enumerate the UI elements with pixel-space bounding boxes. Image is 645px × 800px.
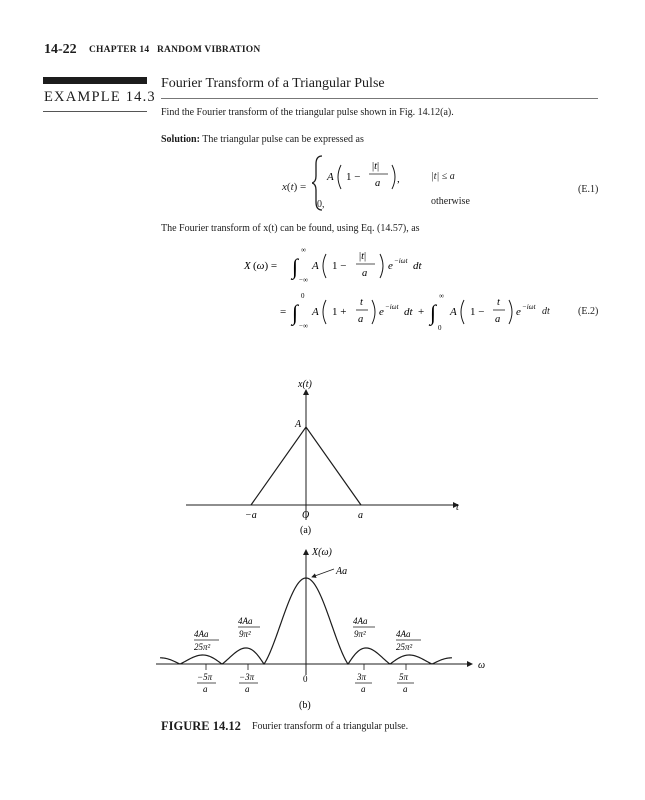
svg-text:dt: dt <box>404 306 413 318</box>
svg-text:e: e <box>388 260 393 272</box>
svg-text:1 +: 1 + <box>332 306 347 318</box>
svg-text:1 −: 1 − <box>346 171 361 183</box>
svg-text:−iωt: −iωt <box>385 303 399 311</box>
eq2-line1 <box>240 240 440 286</box>
fig-b-lobe-label-m3 <box>238 616 260 639</box>
figure-a <box>180 370 470 560</box>
svg-text:|t|: |t| <box>372 161 380 172</box>
fig-a-xlabel: t <box>456 502 459 513</box>
fig-b-lobe-label-p3 <box>353 616 375 639</box>
fig-a-tick-neg: −a <box>245 510 257 521</box>
svg-text:−∞: −∞ <box>299 276 308 284</box>
svg-text:A: A <box>450 306 457 318</box>
svg-text:a: a <box>361 684 366 694</box>
fig-b-tick-m3 <box>239 664 258 694</box>
fourier-intro: The Fourier transform of x(t) can be found, using Eq. (14.57), as <box>161 223 420 234</box>
fig-b-ylabel: X(ω) <box>312 547 332 558</box>
svg-text:a: a <box>358 314 364 325</box>
svg-text:25π²: 25π² <box>194 642 211 652</box>
svg-text:dt: dt <box>413 260 422 272</box>
svg-text:−iωt: −iωt <box>394 257 408 265</box>
svg-text:1 −: 1 − <box>470 306 485 318</box>
eq1-condition-2: otherwise <box>431 196 470 207</box>
fig-b-tick-p5 <box>397 664 414 694</box>
example-label: EXAMPLE 14.3 <box>44 89 156 105</box>
svg-text:−3π: −3π <box>239 672 255 682</box>
svg-text:e: e <box>379 306 384 318</box>
svg-text:∫: ∫ <box>292 300 299 325</box>
svg-text:A: A <box>312 260 319 272</box>
example-underline <box>43 111 147 112</box>
svg-text:a: a <box>495 314 501 325</box>
example-bar <box>43 77 147 84</box>
svg-text:4Aa: 4Aa <box>353 616 368 626</box>
eq1-zero: 0, <box>317 199 325 210</box>
svg-text:−∞: −∞ <box>299 322 308 330</box>
eq1-lhs: x(t) = <box>282 181 307 193</box>
example-title: Fourier Transform of a Triangular Pulse <box>161 76 385 91</box>
svg-text:e: e <box>516 306 521 318</box>
problem-statement: Find the Fourier transform of the triangular pulse shown in Fig. 14.12(a). <box>161 107 454 118</box>
svg-text:a: a <box>245 684 250 694</box>
solution-label: Solution: <box>161 134 200 145</box>
fig-b-xlabel: ω <box>478 660 486 671</box>
svg-text:∫: ∫ <box>430 300 437 325</box>
svg-text:=: = <box>280 306 287 318</box>
svg-text:4Aa: 4Aa <box>238 616 253 626</box>
svg-text:a: a <box>403 684 408 694</box>
svg-text:X: X <box>244 260 251 272</box>
svg-text:9π²: 9π² <box>354 629 366 639</box>
svg-text:(ω) =: (ω) = <box>253 260 278 272</box>
fig-a-tick-pos: a <box>358 510 363 521</box>
svg-text:t: t <box>360 297 363 308</box>
figure-caption-text: Fourier transform of a triangular pulse. <box>252 721 409 732</box>
svg-text:0: 0 <box>301 292 305 300</box>
eq2-dt: dt <box>542 306 550 317</box>
fig-b-tick-m5 <box>197 664 216 694</box>
svg-text:+: + <box>418 306 425 318</box>
eq2-number: (E.2) <box>578 306 599 317</box>
figure-caption-label: FIGURE 14.12 <box>161 719 241 733</box>
solution-paragraph <box>161 134 364 145</box>
chapter-label: CHAPTER 14 <box>89 45 150 55</box>
svg-text:|t|: |t| <box>359 251 367 262</box>
fig-b-peak-arrow <box>312 569 334 577</box>
svg-text:1 −: 1 − <box>332 260 347 272</box>
svg-text:5π: 5π <box>399 672 409 682</box>
fig-b-lobe-label-p5 <box>396 629 421 652</box>
svg-text:a: a <box>203 684 208 694</box>
fig-a-peak-label: A <box>295 419 302 430</box>
fig-a-origin: O <box>302 510 310 521</box>
fig-a-ylabel: x(t) <box>298 379 312 390</box>
svg-text:,: , <box>397 173 400 185</box>
svg-text:4Aa: 4Aa <box>194 629 209 639</box>
figure-b <box>150 540 510 715</box>
svg-text:3π: 3π <box>357 672 367 682</box>
eq2-line2 <box>280 288 540 334</box>
svg-text:t: t <box>497 297 500 308</box>
solution-intro: The triangular pulse can be expressed as <box>202 134 364 145</box>
svg-text:0: 0 <box>438 324 442 332</box>
fig-b-tick-zero: 0 <box>303 674 308 684</box>
svg-text:−iωt: −iωt <box>522 303 536 311</box>
svg-text:−5π: −5π <box>197 672 213 682</box>
running-title: RANDOM VIBRATION <box>157 45 261 55</box>
page-number: 14-22 <box>44 42 77 57</box>
svg-text:a: a <box>362 268 368 279</box>
svg-text:A: A <box>327 171 334 183</box>
svg-text:∞: ∞ <box>301 246 306 254</box>
svg-text:4Aa: 4Aa <box>396 629 411 639</box>
fig-b-peak-label: Aa <box>336 566 348 577</box>
fig-b-tick-p3 <box>355 664 372 694</box>
fig-a-panel: (a) <box>300 525 312 536</box>
svg-text:9π²: 9π² <box>239 629 251 639</box>
fig-b-panel: (b) <box>299 700 311 711</box>
fig-b-lobe-label-m5 <box>194 629 219 652</box>
svg-text:25π²: 25π² <box>396 642 413 652</box>
eq1-piecewise <box>312 152 432 212</box>
svg-text:a: a <box>375 178 381 189</box>
svg-text:∞: ∞ <box>439 292 444 300</box>
eq1-condition-1: |t| ≤ a <box>431 171 455 182</box>
svg-text:∫: ∫ <box>292 254 299 279</box>
svg-text:A: A <box>312 306 319 318</box>
title-rule <box>161 98 598 99</box>
eq1-number: (E.1) <box>578 184 599 195</box>
